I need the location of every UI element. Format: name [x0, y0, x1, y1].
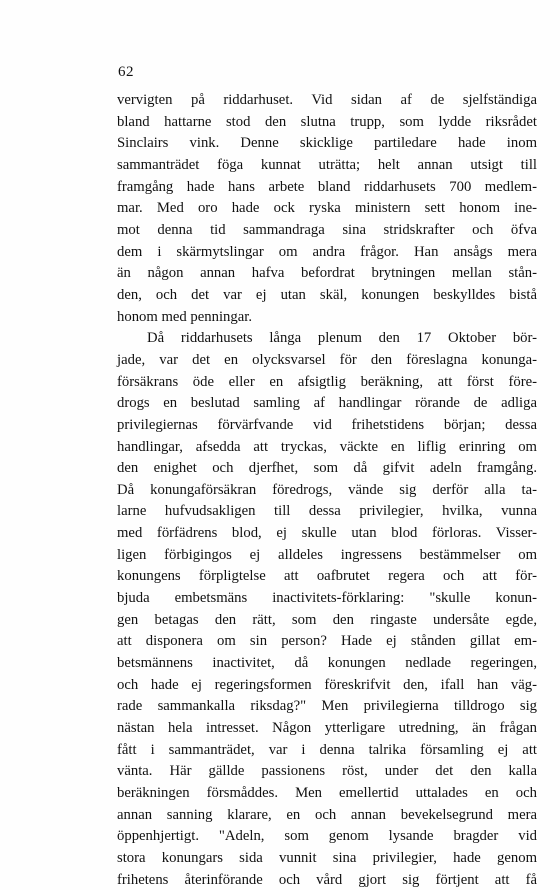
text-line: drogs en beslutad samling af handlingar rörande de adliga: [117, 395, 537, 412]
text-line: sammanträdet föga kunnat uträtta; helt annan utsigt till: [117, 156, 537, 173]
text-line: handlingar, afsedda att tryckas, väckte en liflig erinring om: [117, 438, 537, 455]
text-line: framgång hade hans arbete bland riddarhusets 700 medlem-: [117, 178, 537, 195]
text-line: öppenhjertigt. "Adeln, som genom lysande bragder vid: [117, 828, 537, 845]
text-line: gen betagas den rätt, som den ringaste undersåte egde,: [117, 611, 537, 628]
text-line: honom med penningar.: [117, 308, 253, 325]
text-line: jade, var det en olycksvarsel för den föreslagna konunga-: [117, 351, 537, 368]
text-line: konungens förpligtelse att oafbrutet regera och att för-: [117, 568, 537, 585]
text-line: vänta. Här gällde passionens röst, under det den kalla: [117, 763, 537, 780]
text-line: bjuda embetsmäns inactivitets-förklaring: "skulle konun-: [117, 590, 537, 607]
text-line: Då riddarhusets långa plenum den 17 Oktober bör-: [147, 330, 537, 347]
text-line: nästan hela intresset. Någon ytterligare utredning, än frågan: [117, 720, 537, 737]
text-line: rade sammankalla riksdag?" Men privilegierna tilldrogo sig: [117, 698, 537, 715]
text-line: dem i skärmytslingar om andra frågor. Han ansågs mera: [117, 243, 537, 260]
text-line: den enighet och djerfhet, som då gifvit adeln framgång.: [117, 460, 537, 477]
text-line: den, och det var ej utan skäl, konungen beskylldes bistå: [117, 286, 537, 303]
text-line: vervigten på riddarhuset. Vid sidan af de sjelfständiga: [117, 92, 537, 108]
text-line: privilegiernas förvärfvande vid frihetstidens början; dessa: [117, 416, 537, 433]
text-line: fått i sammanträdet, var i denna talrika församling ej att: [117, 741, 537, 758]
text-line: ligen förbigingos ej alldeles ingressens bestämmelser om: [117, 546, 537, 563]
text-line: försäkrans öde eller en afsigtlig beräkning, att först före-: [117, 373, 537, 390]
text-line: Sinclairs vink. Denne skicklige partiledare hade inom: [117, 135, 537, 152]
text-line: betsmännens inactivitet, då konungen nedlade regeringen,: [117, 655, 537, 672]
text-line: annan sanning klarare, en och annan bevekelsegrund mera: [117, 806, 537, 823]
text-line: frihetens återinförande och vård gjort sig förtjent att få: [117, 871, 537, 888]
text-line: mot denna tid sammandraga sina stridskrafter och öfva: [117, 221, 537, 238]
text-line: Då konungaförsäkran föredrogs, vände sig derför alla ta-: [117, 481, 537, 498]
text-line: larne hufvudsakligen till dessa privilegier, hvilka, vunna: [117, 503, 537, 520]
text-line: att disponera om sin person? Hade ej stånden gillat em-: [117, 633, 537, 650]
text-line: beräkningen försmåddes. Men emellertid uttalades en och: [117, 785, 537, 801]
body-text: [117, 90, 537, 891]
text-line: mar. Med oro hade ock ryska ministern sett honom ine-: [117, 200, 537, 217]
text-line: stora konungars sida vunnit sina privilegier, hade genom: [117, 849, 537, 866]
text-line: än någon annan hafva befordrat brytningen mellan stån-: [117, 265, 537, 282]
page-number: 62: [118, 64, 134, 80]
text-line: bland hattarne stod den slutna trupp, som lydde riksrådet: [117, 113, 537, 130]
text-line: med förfädrens blod, ej skulle utan blod förloras. Visser-: [117, 525, 537, 542]
text-line: och hade ej regeringsformen föreskrifvit den, ifall han väg-: [117, 676, 537, 693]
